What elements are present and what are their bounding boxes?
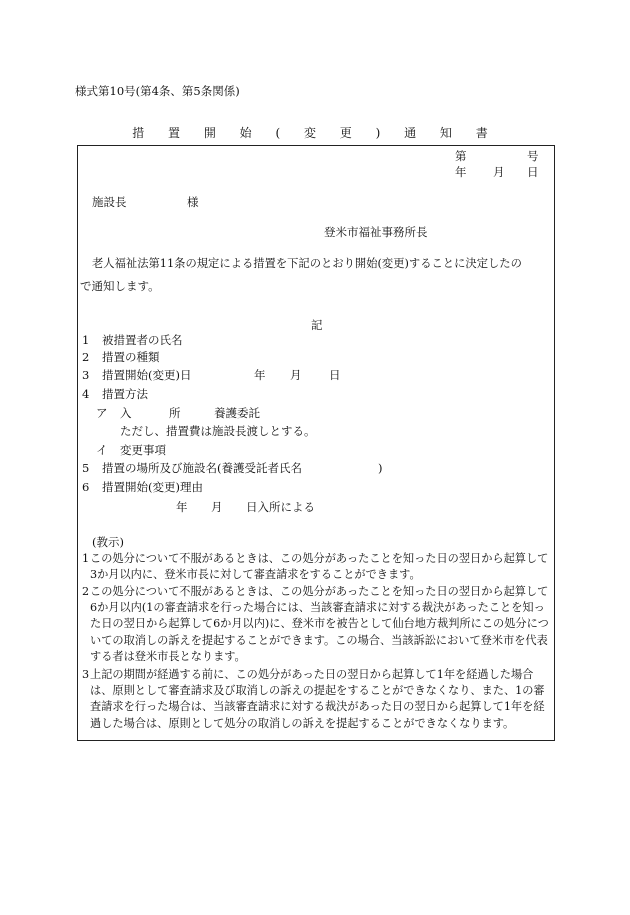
doc-no-go: 号 <box>527 149 539 163</box>
notice-heading: (教示) <box>92 535 124 549</box>
item-4-text: 措置方法 <box>102 387 148 401</box>
date-day: 日 <box>527 165 539 179</box>
item-6-num: 6 <box>82 480 90 494</box>
item-4 <box>82 386 148 402</box>
notice-item-1-text: この処分について不服があるときは、この処分があったことを知った日の翌日から起算して3か月以内に、登米市長に対して審査請求をすることができます。 <box>90 552 549 582</box>
item-4-num: 4 <box>82 387 90 401</box>
item-3-text: 措置開始(変更)日 <box>102 368 192 382</box>
item-3 <box>82 367 191 383</box>
item-3-month: 月 <box>290 368 302 382</box>
ki-heading: 記 <box>311 318 323 332</box>
body-line-2: で通知します。 <box>80 279 160 293</box>
date-year: 年 <box>455 165 467 179</box>
notice-item-2-text: この処分について不服があるときは、この処分があったことを知った日の翌日から起算して6か月以内(1の審査請求を行った場合には、当該審査請求に対する裁決があったことを知った日の翌日から起算して6か月以内)に、登米市を被告として仙台地方裁判所にこの処分についての取消しの訴えを提起することができます。この場合、当該訴訟において登米市を代表する者は登米市長となります。 <box>90 585 549 663</box>
item-1-num: 1 <box>82 333 90 347</box>
item-5-num: 5 <box>82 461 90 475</box>
notice-item-3-text: 上記の期間が経過する前に、この処分があった日の翌日から起算して1年を経過した場合は、原則として審査請求及び取消しの訴えの提起をすることができなくなり、また、1の審査請求を行った場合は、当該審査請求に対する裁決があった日の翌日から起算して1年を経過した場合は、原則として処分の取消しの訴えを提起することができなくなります。 <box>90 668 545 730</box>
item-1 <box>82 332 183 348</box>
item-1-text: 被措置者の氏名 <box>102 333 183 347</box>
method-a-note: ただし、措置費は施設長渡しとする。 <box>120 424 316 438</box>
item-2-num: 2 <box>82 350 90 364</box>
item-2-text: 措置の種類 <box>102 350 160 364</box>
item-3-year: 年 <box>254 368 266 382</box>
doc-no-dai: 第 <box>455 149 467 163</box>
sender: 登米市福祉事務所長 <box>324 225 428 239</box>
item-6 <box>82 479 203 495</box>
reason-year: 年 <box>176 500 188 514</box>
notice-item-3-num: 3 <box>82 668 90 681</box>
notice-item-1 <box>82 551 551 583</box>
addressee-honorific: 様 <box>187 195 199 209</box>
method-a-sho: 所 <box>169 406 181 420</box>
notice-item-2-num: 2 <box>82 585 90 598</box>
item-6-text: 措置開始(変更)理由 <box>102 480 203 494</box>
method-i-label: イ <box>96 443 108 457</box>
notice-item-1-num: 1 <box>82 552 90 565</box>
addressee-label: 施設長 <box>92 195 127 209</box>
date-month: 月 <box>493 165 505 179</box>
method-a-nyu: 入 <box>120 406 132 420</box>
item-3-num: 3 <box>82 368 90 382</box>
notice-frame <box>77 145 555 741</box>
reason-tail: 日入所による <box>246 500 315 514</box>
form-code: 様式第10号(第4条、第5条関係) <box>75 84 240 98</box>
item-5 <box>82 460 302 476</box>
item-5-text: 措置の場所及び施設名(養護受託者氏名 <box>102 461 302 475</box>
reason-month: 月 <box>211 500 223 514</box>
document-title: 措 置 開 始 ( 変 更 ) 通 知 書 <box>132 126 498 140</box>
method-a-label: ア <box>96 406 108 420</box>
method-a-itaku: 養護委託 <box>214 406 260 420</box>
notice-item-3 <box>82 667 551 732</box>
item-3-day: 日 <box>329 368 341 382</box>
item-2 <box>82 349 160 365</box>
body-line-1: 老人福祉法第11条の規定による措置を下記のとおり開始(変更)することに決定したの <box>92 257 522 270</box>
method-i-text: 変更事項 <box>120 443 166 457</box>
notice-item-2 <box>82 584 551 665</box>
item-5-close: ) <box>378 461 383 475</box>
